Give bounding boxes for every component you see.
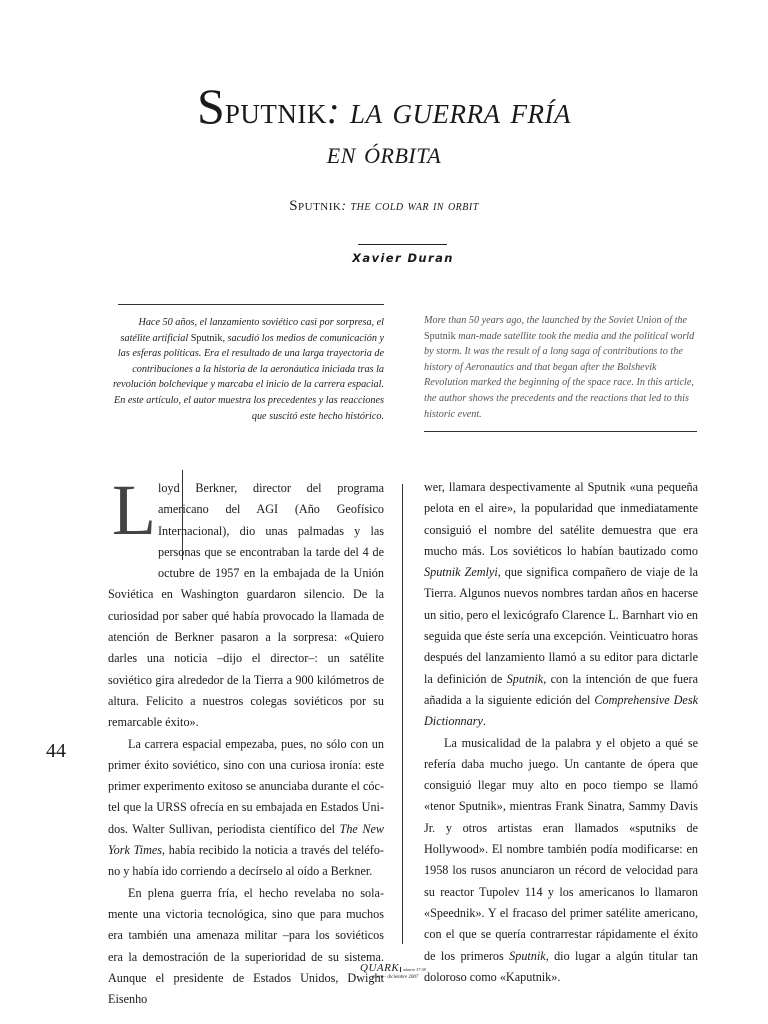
journal-footer: [360, 958, 480, 980]
author-name: Xavier Duran: [352, 251, 454, 265]
page-number: 44: [46, 740, 66, 762]
abstract-es-rule: [118, 304, 384, 305]
body-paragraph: [108, 883, 384, 1011]
dropcap-letter: L: [112, 470, 156, 550]
body-text-italic: The New York Times: [108, 821, 385, 858]
body-text: , con la intención de que fuera añadida a la siguiente edición del: [424, 671, 699, 707]
body-column-right: [424, 477, 698, 988]
title-colon: :: [326, 90, 340, 132]
title-sputnik: putnik: [224, 90, 327, 132]
article-title: [80, 78, 688, 173]
abstract-spanish: [112, 315, 384, 424]
subtitle-name: Sputnik: [289, 198, 342, 214]
body-text: .: [482, 714, 486, 729]
body-paragraph: [108, 734, 384, 883]
body-text: La carrera espacial empezaba, pues, no sólo con un primer éxito soviético, sino con una curiosa ironía: este primer experimento exitoso se anunciaba durante el cóctel que la URSS ofrecía en su embajada en Estados Unidos. Walter Sullivan, periodista científico del: [108, 736, 384, 836]
subtitle-rest: : the cold war in orbit: [341, 199, 479, 214]
body-text: , que significa compañero de viaje de la Tierra. Algunos nuevos nombres tardan años en hacerse un sitio, pero el lexicógrafo Clarence L. Barnhart vio en seguida que éste sería una excepción. Veinticuatro horas después del lanzamiento llamó a su editor para dictarle la definición de: [424, 565, 698, 686]
body-text: La musicalidad de la palabra y el objeto a qué se refería daba mucho juego. Un cantante de ópera que consiguió llegar muy alto en poco tiempo se llamó «tenor Sputnik», mientras Frank Sinatra, Sammy Davis Jr. y otros artistas eran llamados «sputniks de Hollywood». El nombre también podía modificarse: en 1958 los rusos anunciaron un récord de velocidad para su reactor Tupolev 114 y los americanos lo llamaron «Speednik». Y el fracaso del primer satélite americano, con el que se quería contrarrestar rápidamente el éxito de los primeros: [424, 735, 698, 963]
abstract-en-rule: [424, 431, 697, 432]
title-line2: en órbita: [326, 135, 442, 170]
body-text-italic: Sputnik: [509, 948, 546, 963]
journal-brand: QUARK: [360, 962, 400, 974]
abstract-es-sputnik: Sputnik: [190, 332, 223, 344]
abstract-en-part1: More than 50 years ago, the launched by the Soviet Union of the: [424, 315, 688, 326]
body-paragraph: [424, 477, 698, 733]
body-text-italic: Sputnik Zemlyi: [424, 565, 498, 580]
body-text: , había recibido la noticia a través del teléfono y había ido corriendo a decírselo al oído a Berkner.: [108, 843, 384, 879]
body-text: , dio lugar a algún titular tan doloroso como «Kaputnik».: [424, 948, 698, 984]
body-paragraph: [424, 733, 698, 989]
journal-volume: número 37-38: [400, 967, 425, 972]
abstract-es-part1: Hace 50 años, el lanzamiento soviético casi por sorpresa, el satélite artificial: [120, 317, 384, 344]
author-rule: [358, 244, 447, 245]
body-text-italic: Comprehensive Desk Dictionnary: [424, 692, 698, 729]
abstract-en-part3: man-made satellite took the media and the political world by storm. It was the result of a long saga of contributions to the history of Aeronautics and that began after the Bolshevik Revolution marked the beginning of the space race. In this article, the author shows the precedents and the reactions that led to this historic event.: [424, 330, 695, 420]
article-subtitle: [80, 198, 688, 215]
abstract-english: [424, 313, 698, 422]
body-text: wer, llamara despectivamente al Sputnik «una pequeña pelota en el aire», la popularidad que inmediatamente consiguió el nombre del satélite demuestra que era mucho más. Los soviéticos lo habían bautizado como: [424, 480, 698, 558]
body-column-left: [108, 470, 385, 1010]
body-text-italic: Sputnik: [506, 671, 544, 686]
journal-date: enero - diciembre 2007: [372, 975, 419, 980]
title-line1-rest: la guerra fría: [340, 90, 571, 132]
abstract-en-sputnik: Sputnik: [424, 330, 456, 342]
title-cap-letter: S: [197, 78, 225, 134]
column-divider: [402, 484, 403, 944]
abstract-es-part3: , sacudió los medios de comunicación y las esferas políticas. Era el resultado de una larga trayectoria de contribuciones a la historia de la aeronáutica iniciada tras la revolución bolchevique y marcaba el inicio de la carrera espacial. En este artículo, el autor muestra los precedentes y las reacciones que suscitó este hecho histórico.: [112, 332, 384, 422]
body-text: En plena guerra fría, el hecho revelaba no solamente una victoria tecnológica, sino que para muchos era también una amenaza militar –para los soviéticos era la demostración de la superioridad de su sistema. Aunque el presidente de Estados Unidos, Dwight Eisenho: [108, 885, 384, 1007]
body-text: loyd Berkner, director del programa americano del AGI (Año Geofísico Internacional), dio unas palmadas y las personas que se encontraban la tarde del 4 de octubre de 1957 en la embajada de la Unión Soviética en Washington guardaron silencio. De la curiosidad por saber qué había provocado la llamada de atención de Berkner pasaron a la sorpresa: «Quiero darles una noticia –dijo el director–: un satélite soviético gira alrededor de la Tierra a 900 kilómetros de altura. Felicito a nuestros colegas soviéticos por su remarcable éxito».: [108, 481, 384, 730]
